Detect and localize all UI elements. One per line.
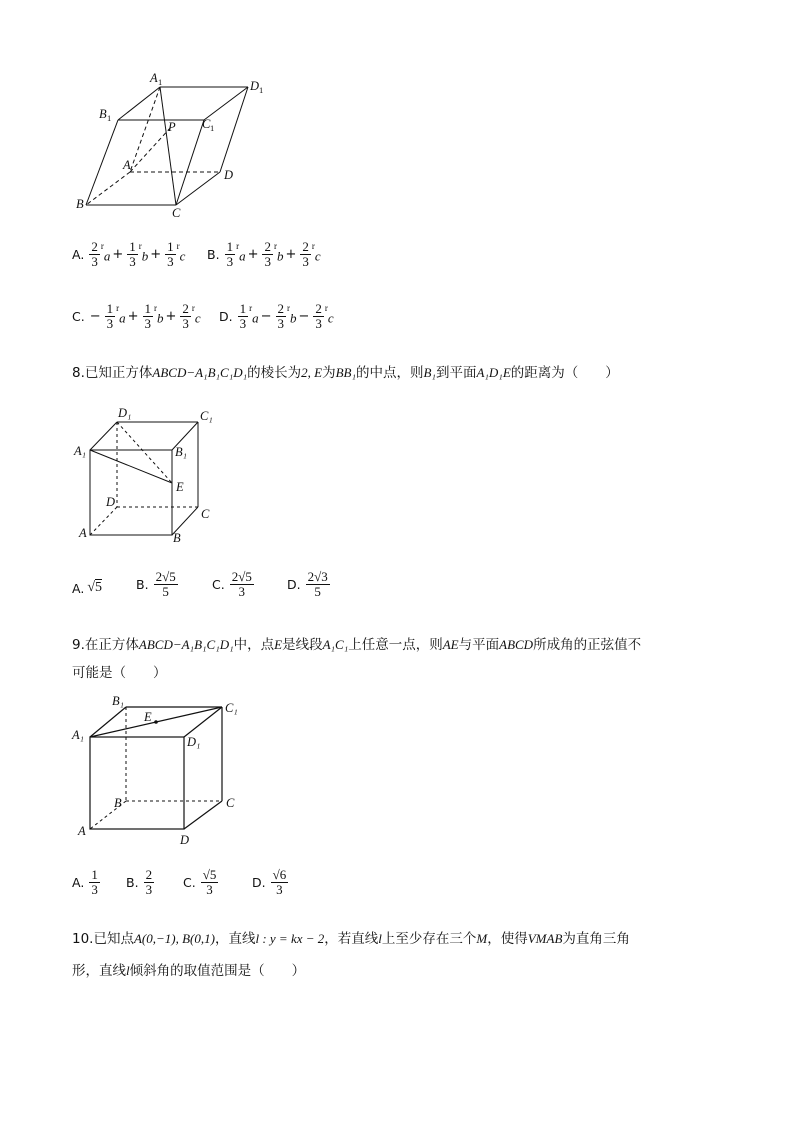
- label-D: D: [180, 833, 190, 847]
- label-C1: C: [202, 117, 211, 131]
- label-C1: C₁: [200, 409, 213, 423]
- label-B1: B₁: [112, 694, 124, 708]
- label-A1: A₁: [74, 444, 86, 458]
- label-B: B: [76, 197, 84, 211]
- q7-option-d[interactable]: D. $\frac{1}{3}$ $^r$a − $\frac{2}{3}$ $^r$b − $\frac{2}{3}$ $^r$c: [219, 301, 334, 331]
- label-B1: B₁: [175, 445, 187, 459]
- q7-option-c[interactable]: C. − $\frac{1}{3}$ $^r$a + $\frac{1}{3}$ $^r$b + $\frac{2}{3}$ $^r$c: [72, 301, 201, 331]
- label-D1: D₁: [187, 735, 201, 749]
- label-A1: A: [150, 71, 158, 85]
- label-C: C: [226, 796, 235, 810]
- q7-option-b[interactable]: B. $\frac{1}{3}$ $^r$a + $\frac{2}{3}$ $^r$b + $\frac{2}{3}$ $^r$c: [207, 239, 321, 269]
- label-C: C: [172, 206, 181, 220]
- q9-option-d[interactable]: D. $\frac{√6}{3}$: [252, 867, 287, 897]
- label-A: A: [78, 824, 86, 838]
- label-C: C: [201, 507, 210, 521]
- label-B1: B: [99, 107, 107, 121]
- q8-option-b[interactable]: B. $\frac{2√5}{5}$: [136, 569, 176, 599]
- q9-text: 9.在正方体ABCD−A₁B₁C₁D₁中，点E是线段A₁C₁上任意一点，则AE与平面ABCD所成角的正弦值不 可能是（ ）: [72, 637, 642, 681]
- q7-option-a[interactable]: A. $\frac{2}{3}$ $^r$a + $\frac{1}{3}$ $^r$b + $\frac{1}{3}$ $^r$c: [72, 239, 186, 269]
- label-E: E: [144, 710, 152, 724]
- q8-option-d[interactable]: D. $\frac{2√3}{5}$: [287, 569, 328, 599]
- label-D1: D: [250, 79, 260, 93]
- q8-option-c[interactable]: C. $\frac{2√5}{3}$: [212, 569, 252, 599]
- q10-text: 10.已知点A(0,−1), B(0,1)，直线l : y = kx − 2，若直线l上至少存在三个M，使得VMAB为直角三角 形，直线l倾斜角的取值范围是（ ）: [72, 931, 630, 979]
- label-A1-sub: 1: [158, 77, 163, 87]
- label-D1: D₁: [118, 406, 132, 420]
- label-B: B: [173, 531, 181, 545]
- label-A: A: [79, 526, 87, 540]
- cube-figure-q8: [70, 405, 220, 545]
- label-A: A: [123, 158, 131, 172]
- q9-option-a[interactable]: A. $\frac{1}{3}$: [72, 867, 98, 897]
- label-C1-sub: 1: [210, 123, 215, 133]
- q9-option-c[interactable]: C. $\frac{√5}{3}$: [183, 867, 217, 897]
- parallelepiped-figure: [70, 68, 280, 223]
- label-P: P: [168, 120, 176, 134]
- label-D: D: [106, 495, 116, 509]
- q9-option-b[interactable]: B. $\frac{2}{3}$: [126, 867, 153, 897]
- label-D1-sub: 1: [259, 85, 264, 95]
- label-A1: A₁: [72, 728, 84, 742]
- cube-figure-q9: [70, 693, 250, 853]
- q8-text: 8.已知正方体ABCD−A₁B₁C₁D₁的棱长为2, E为BB₁的中点，则B₁到平面A₁D₁E的距离为（ ）: [72, 365, 619, 381]
- label-E: E: [176, 480, 184, 494]
- label-B1-sub: 1: [107, 113, 112, 123]
- label-C1: C₁: [225, 701, 238, 715]
- q8-option-a[interactable]: A. √5: [72, 580, 102, 596]
- label-D: D: [224, 168, 234, 182]
- label-B: B: [114, 796, 122, 810]
